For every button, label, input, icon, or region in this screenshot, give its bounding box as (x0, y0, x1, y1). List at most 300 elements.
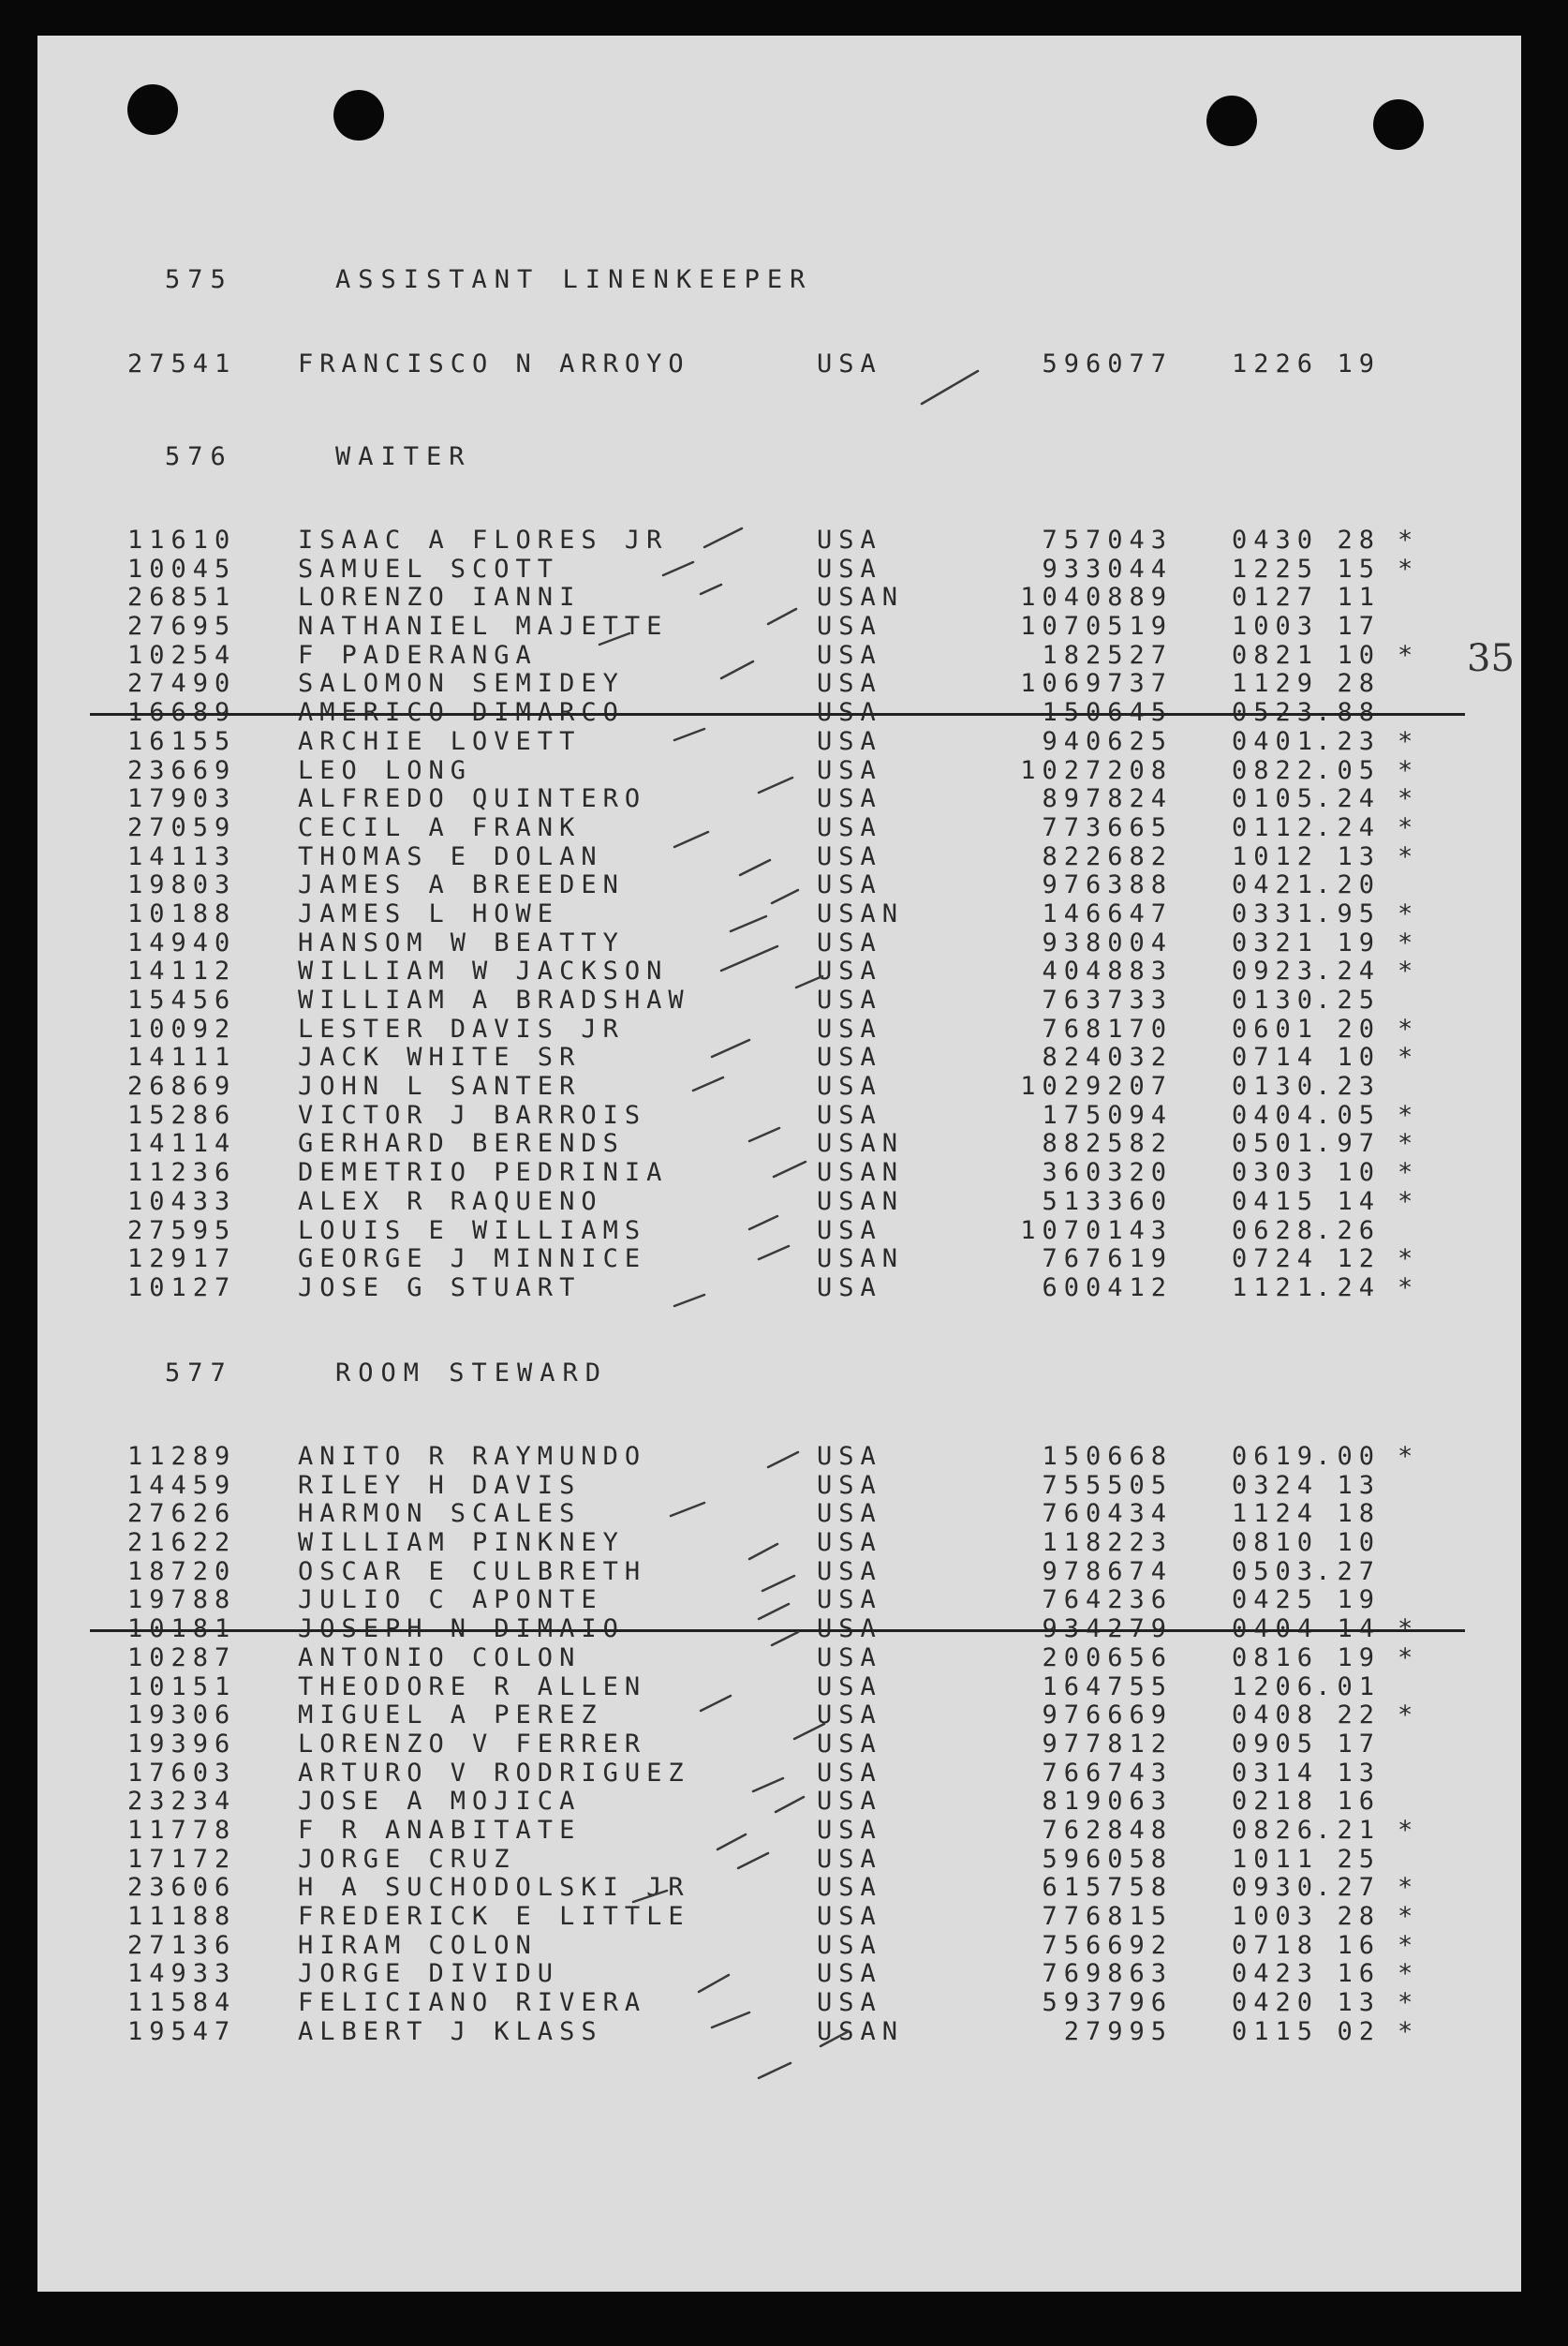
cell-name: WILLIAM A BRADSHAW (298, 986, 690, 1015)
cell-val: .23 (1315, 726, 1381, 756)
cell-id: 19396 (127, 1729, 237, 1759)
cell-code: 0826 (1231, 1815, 1319, 1845)
cell-star: * (1398, 1700, 1420, 1730)
section-number: 576 (165, 442, 233, 471)
cell-nat: USA (817, 349, 882, 379)
cell-nat: USAN (817, 1244, 905, 1274)
table-row (37, 1932, 1521, 1961)
cell-nat: USA (817, 526, 882, 555)
cell-num: 977812 (1042, 1729, 1173, 1759)
cell-id: 21622 (127, 1528, 237, 1558)
cell-num: 596058 (1042, 1844, 1173, 1874)
cell-id: 27059 (127, 812, 237, 842)
cell-val: 25 (1337, 1844, 1381, 1874)
table-row (37, 642, 1521, 671)
cell-num: 1069737 (1020, 669, 1173, 699)
cell-code: 1124 (1231, 1499, 1319, 1529)
cell-num: 940625 (1042, 726, 1173, 756)
cell-code: 0218 (1231, 1787, 1319, 1817)
table-row (37, 1245, 1521, 1274)
cell-val: 13 (1337, 841, 1381, 871)
cell-nat: USA (817, 841, 882, 871)
cell-name: LEO LONG (298, 755, 473, 785)
table-row (37, 1673, 1521, 1702)
cell-num: 934279 (1042, 1614, 1173, 1644)
cell-star: * (1398, 1014, 1420, 1044)
cell-val: 12 (1337, 1244, 1381, 1274)
cell-nat: USAN (817, 1186, 905, 1216)
cell-code: 0401 (1231, 726, 1319, 756)
cell-num: 404883 (1042, 957, 1173, 987)
cell-id: 14940 (127, 928, 237, 958)
cell-val: 14 (1337, 1614, 1381, 1644)
cell-id: 19788 (127, 1585, 237, 1615)
cell-id: 27136 (127, 1930, 237, 1960)
cell-val: 19 (1337, 1642, 1381, 1672)
cell-nat: USAN (817, 583, 905, 613)
cell-id: 27695 (127, 612, 237, 642)
cell-id: 10151 (127, 1671, 237, 1701)
cell-val: .05 (1315, 755, 1381, 785)
cell-name: H A SUCHODOLSKI JR (298, 1873, 690, 1903)
cell-val: 10 (1337, 1043, 1381, 1073)
cell-id: 10433 (127, 1186, 237, 1216)
cell-num: 150645 (1042, 698, 1173, 728)
cell-num: 938004 (1042, 928, 1173, 958)
cell-star: * (1398, 1930, 1420, 1960)
table-row (37, 929, 1521, 958)
cell-num: 175094 (1042, 1100, 1173, 1130)
cell-id: 10188 (127, 898, 237, 928)
cell-num: 756692 (1042, 1930, 1173, 1960)
cell-name: OSCAR E CULBRETH (298, 1556, 647, 1586)
cell-nat: USA (817, 698, 882, 728)
table-row (37, 350, 1521, 379)
section-title: WAITER (335, 442, 472, 471)
cell-star: * (1398, 2016, 1420, 2046)
cell-nat: USA (817, 1988, 882, 2018)
cell-val: 10 (1337, 1528, 1381, 1558)
cell-code: 0105 (1231, 784, 1319, 814)
cell-code: 0425 (1231, 1585, 1319, 1615)
cell-id: 14113 (127, 841, 237, 871)
section-title: ASSISTANT LINENKEEPER (335, 265, 813, 294)
cell-code: 0404 (1231, 1614, 1319, 1644)
cell-code: 0714 (1231, 1043, 1319, 1073)
cell-name: CECIL A FRANK (298, 812, 582, 842)
table-row (37, 1788, 1521, 1817)
cell-nat: USA (817, 1642, 882, 1672)
cell-code: 0127 (1231, 583, 1319, 613)
cell-name: JOSEPH N DIMAIO (298, 1614, 625, 1644)
cell-id: 10127 (127, 1272, 237, 1302)
table-row (37, 1044, 1521, 1073)
cell-star: * (1398, 1272, 1420, 1302)
cell-code: 1011 (1231, 1844, 1319, 1874)
cell-star: * (1398, 1642, 1420, 1672)
punch-hole (333, 90, 384, 141)
cell-num: 773665 (1042, 812, 1173, 842)
cell-code: 1129 (1231, 669, 1319, 699)
cell-id: 11584 (127, 1988, 237, 2018)
cell-val: .05 (1315, 1100, 1381, 1130)
table-row (37, 1188, 1521, 1217)
cell-id: 27490 (127, 669, 237, 699)
table-row (37, 843, 1521, 872)
table-row (37, 1558, 1521, 1587)
cell-nat: USA (817, 1614, 882, 1644)
cell-code: 0130 (1231, 986, 1319, 1015)
cell-name: FRANCISCO N ARROYO (298, 349, 690, 379)
cell-star: * (1398, 1186, 1420, 1216)
cell-id: 17172 (127, 1844, 237, 1874)
cell-star: * (1398, 554, 1420, 584)
table-row (37, 1274, 1521, 1303)
table-row (37, 958, 1521, 987)
cell-val: .26 (1315, 1215, 1381, 1245)
table-row (37, 1159, 1521, 1188)
cell-name: JOHN L SANTER (298, 1072, 582, 1102)
cell-id: 14933 (127, 1959, 237, 1989)
cell-num: 757043 (1042, 526, 1173, 555)
cell-name: HANSOM W BEATTY (298, 928, 625, 958)
cell-num: 976388 (1042, 870, 1173, 900)
cell-num: 776815 (1042, 1902, 1173, 1931)
cell-id: 16155 (127, 726, 237, 756)
table-row (37, 1760, 1521, 1789)
cell-name: ALEX R RAQUENO (298, 1186, 603, 1216)
cell-name: JULIO C APONTE (298, 1585, 603, 1615)
cell-name: ALFREDO QUINTERO (298, 784, 647, 814)
cell-nat: USA (817, 1556, 882, 1586)
cell-code: 0816 (1231, 1642, 1319, 1672)
cell-code: 0408 (1231, 1700, 1319, 1730)
cell-num: 769863 (1042, 1959, 1173, 1989)
cell-num: 763733 (1042, 986, 1173, 1015)
cell-name: WILLIAM W JACKSON (298, 957, 669, 987)
cell-code: 1003 (1231, 1902, 1319, 1931)
cell-num: 1029207 (1020, 1072, 1173, 1102)
cell-id: 14111 (127, 1043, 237, 1073)
cell-id: 23606 (127, 1873, 237, 1903)
cell-name: HARMON SCALES (298, 1499, 582, 1529)
section-title: ROOM STEWARD (335, 1359, 609, 1388)
table-row (37, 987, 1521, 1016)
cell-name: SAMUEL SCOTT (298, 554, 560, 584)
cell-id: 17603 (127, 1758, 237, 1788)
cell-id: 10181 (127, 1614, 237, 1644)
cell-nat: USA (817, 1585, 882, 1615)
cell-num: 596077 (1042, 349, 1173, 379)
cell-num: 822682 (1042, 841, 1173, 871)
cell-nat: USA (817, 812, 882, 842)
section-heading (165, 1359, 608, 1388)
cell-nat: USA (817, 1072, 882, 1102)
cell-star: * (1398, 1988, 1420, 2018)
cell-id: 15456 (127, 986, 237, 1015)
cell-code: 0420 (1231, 1988, 1319, 2018)
cell-id: 11778 (127, 1815, 237, 1845)
cell-num: 766743 (1042, 1758, 1173, 1788)
cell-num: 767619 (1042, 1244, 1173, 1274)
cell-nat: USA (817, 554, 882, 584)
cell-num: 976669 (1042, 1700, 1173, 1730)
cell-star: * (1398, 1902, 1420, 1931)
cell-nat: USA (817, 669, 882, 699)
cell-name: FELICIANO RIVERA (298, 1988, 647, 2018)
cell-val: .24 (1315, 1272, 1381, 1302)
cell-code: 1226 (1231, 349, 1319, 379)
cell-nat: USA (817, 870, 882, 900)
cell-nat: USA (817, 1844, 882, 1874)
table-row (37, 527, 1521, 556)
table-row (37, 2018, 1521, 2047)
cell-nat: USA (817, 640, 882, 670)
cell-nat: USA (817, 1442, 882, 1471)
cell-code: 0810 (1231, 1528, 1319, 1558)
cell-code: 0115 (1231, 2016, 1319, 2046)
cell-num: 762848 (1042, 1815, 1173, 1845)
cell-num: 978674 (1042, 1556, 1173, 1586)
struck-table-row (37, 699, 1521, 728)
cell-id: 26851 (127, 583, 237, 613)
table-row (37, 1016, 1521, 1045)
cell-id: 27595 (127, 1215, 237, 1245)
page-number: 35 (1467, 637, 1515, 680)
cell-val: 17 (1337, 1729, 1381, 1759)
section-number: 575 (165, 265, 233, 294)
cell-id: 23234 (127, 1787, 237, 1817)
cell-nat: USA (817, 612, 882, 642)
cell-num: 118223 (1042, 1528, 1173, 1558)
table-row (37, 1586, 1521, 1615)
cell-val: 28 (1337, 526, 1381, 555)
section-number: 577 (165, 1359, 233, 1388)
cell-val: 28 (1337, 669, 1381, 699)
cell-name: JOSE A MOJICA (298, 1787, 582, 1817)
cell-nat: USA (817, 1815, 882, 1845)
table-row (37, 1500, 1521, 1529)
cell-id: 15286 (127, 1100, 237, 1130)
cell-code: 0724 (1231, 1244, 1319, 1274)
cell-star: * (1398, 1043, 1420, 1073)
crew-table (37, 1443, 1521, 2046)
cell-val: .95 (1315, 898, 1381, 928)
table-row (37, 785, 1521, 814)
cell-num: 764236 (1042, 1585, 1173, 1615)
cell-star: * (1398, 1244, 1420, 1274)
cell-code: 0503 (1231, 1556, 1319, 1586)
cell-code: 0821 (1231, 640, 1319, 670)
cell-code: 0601 (1231, 1014, 1319, 1044)
cell-name: JAMES L HOWE (298, 898, 560, 928)
cell-code: 0501 (1231, 1129, 1319, 1159)
cell-id: 11610 (127, 526, 237, 555)
cell-id: 27541 (127, 349, 237, 379)
punch-hole (1373, 99, 1424, 150)
cell-code: 0314 (1231, 1758, 1319, 1788)
cell-val: .24 (1315, 812, 1381, 842)
cell-num: 513360 (1042, 1186, 1173, 1216)
cell-name: ISAAC A FLORES JR (298, 526, 669, 555)
cell-val: 13 (1337, 1988, 1381, 2018)
document-page (37, 36, 1521, 2292)
check-mark (759, 2063, 791, 2078)
crew-table (37, 350, 1521, 379)
table-row (37, 728, 1521, 757)
cell-name: WILLIAM PINKNEY (298, 1528, 625, 1558)
cell-code: 1012 (1231, 841, 1319, 871)
cell-num: 1070143 (1020, 1215, 1173, 1245)
cell-name: JORGE CRUZ (298, 1844, 516, 1874)
cell-val: .24 (1315, 957, 1381, 987)
cell-name: NATHANIEL MAJETTE (298, 612, 669, 642)
cell-id: 19306 (127, 1700, 237, 1730)
cell-star: * (1398, 957, 1420, 987)
cell-val: 16 (1337, 1959, 1381, 1989)
cell-name: RILEY H DAVIS (298, 1470, 582, 1500)
cell-id: 11188 (127, 1902, 237, 1931)
table-row (37, 584, 1521, 613)
cell-val: 14 (1337, 1186, 1381, 1216)
cell-nat: USA (817, 1528, 882, 1558)
cell-name: THEODORE R ALLEN (298, 1671, 647, 1701)
cell-val: .00 (1315, 1442, 1381, 1471)
table-row (37, 1073, 1521, 1102)
cell-nat: USA (817, 1930, 882, 1960)
cell-num: 755505 (1042, 1470, 1173, 1500)
cell-name: HIRAM COLON (298, 1930, 538, 1960)
cell-name: LORENZO V FERRER (298, 1729, 647, 1759)
table-row (37, 670, 1521, 699)
cell-nat: USA (817, 1043, 882, 1073)
cell-id: 18720 (127, 1556, 237, 1586)
cell-num: 824032 (1042, 1043, 1173, 1073)
cell-star: * (1398, 1129, 1420, 1159)
punch-hole (1206, 96, 1257, 146)
cell-val: 16 (1337, 1930, 1381, 1960)
cell-num: 593796 (1042, 1988, 1173, 2018)
cell-name: ARTURO V RODRIGUEZ (298, 1758, 690, 1788)
cell-code: 0923 (1231, 957, 1319, 987)
table-row (37, 1130, 1521, 1159)
cell-nat: USAN (817, 898, 905, 928)
cell-num: 200656 (1042, 1642, 1173, 1672)
cell-val: 22 (1337, 1700, 1381, 1730)
cell-val: 15 (1337, 554, 1381, 584)
cell-name: MIGUEL A PEREZ (298, 1700, 603, 1730)
cell-val: .20 (1315, 870, 1381, 900)
cell-nat: USA (817, 1902, 882, 1931)
table-row (37, 1529, 1521, 1558)
table-row (37, 1817, 1521, 1846)
cell-id: 26869 (127, 1072, 237, 1102)
cell-val: .27 (1315, 1873, 1381, 1903)
cell-nat: USA (817, 755, 882, 785)
cell-id: 14459 (127, 1470, 237, 1500)
cell-star: * (1398, 640, 1420, 670)
cell-code: 1121 (1231, 1272, 1319, 1302)
cell-nat: USA (817, 928, 882, 958)
cell-name: THOMAS E DOLAN (298, 841, 603, 871)
cell-id: 16689 (127, 698, 237, 728)
cell-val: 17 (1337, 612, 1381, 642)
cell-name: DEMETRIO PEDRINIA (298, 1158, 669, 1188)
punch-hole (127, 84, 178, 135)
cell-num: 615758 (1042, 1873, 1173, 1903)
cell-code: 0404 (1231, 1100, 1319, 1130)
cell-star: * (1398, 1158, 1420, 1188)
cell-id: 19547 (127, 2016, 237, 2046)
cell-nat: USA (817, 1873, 882, 1903)
cell-id: 14114 (127, 1129, 237, 1159)
cell-nat: USA (817, 1729, 882, 1759)
cell-num: 1070519 (1020, 612, 1173, 642)
cell-star: * (1398, 1959, 1420, 1989)
cell-val: 16 (1337, 1787, 1381, 1817)
cell-name: VICTOR J BARROIS (298, 1100, 647, 1130)
cell-val: .24 (1315, 784, 1381, 814)
cell-nat: USA (817, 1671, 882, 1701)
cell-name: F PADERANGA (298, 640, 538, 670)
cell-val: 28 (1337, 1902, 1381, 1931)
table-row (37, 1644, 1521, 1673)
cell-star: * (1398, 898, 1420, 928)
cell-name: JOSE G STUART (298, 1272, 582, 1302)
cell-name: AMERICO DIMARCO (298, 698, 625, 728)
table-row (37, 1960, 1521, 1989)
cell-val: 18 (1337, 1499, 1381, 1529)
cell-nat: USAN (817, 1129, 905, 1159)
cell-name: LOUIS E WILLIAMS (298, 1215, 647, 1245)
cell-num: 1040889 (1020, 583, 1173, 613)
cell-val: .88 (1315, 698, 1381, 728)
table-row (37, 556, 1521, 585)
cell-num: 760434 (1042, 1499, 1173, 1529)
cell-code: 0423 (1231, 1959, 1319, 1989)
cell-val: 19 (1337, 1585, 1381, 1615)
cell-name: ANITO R RAYMUNDO (298, 1442, 647, 1471)
cell-star: * (1398, 812, 1420, 842)
cell-code: 0718 (1231, 1930, 1319, 1960)
cell-name: LESTER DAVIS JR (298, 1014, 625, 1044)
cell-code: 0430 (1231, 526, 1319, 555)
cell-code: 0905 (1231, 1729, 1319, 1759)
cell-num: 182527 (1042, 640, 1173, 670)
cell-num: 360320 (1042, 1158, 1173, 1188)
cell-val: .27 (1315, 1556, 1381, 1586)
table-row (37, 871, 1521, 900)
cell-nat: USA (817, 1272, 882, 1302)
table-row (37, 613, 1521, 642)
cell-name: GERHARD BERENDS (298, 1129, 625, 1159)
cell-val: .23 (1315, 1072, 1381, 1102)
cell-star: * (1398, 1815, 1420, 1845)
cell-name: FREDERICK E LITTLE (298, 1902, 690, 1931)
cell-val: 10 (1337, 1158, 1381, 1188)
cell-code: 0822 (1231, 755, 1319, 785)
section-heading (165, 265, 812, 294)
cell-nat: USA (817, 1959, 882, 1989)
cell-code: 0421 (1231, 870, 1319, 900)
cell-star: * (1398, 784, 1420, 814)
table-row (37, 1102, 1521, 1131)
cell-id: 23669 (127, 755, 237, 785)
cell-code: 0415 (1231, 1186, 1319, 1216)
cell-star: * (1398, 726, 1420, 756)
cell-num: 150668 (1042, 1442, 1173, 1471)
cell-id: 10254 (127, 640, 237, 670)
